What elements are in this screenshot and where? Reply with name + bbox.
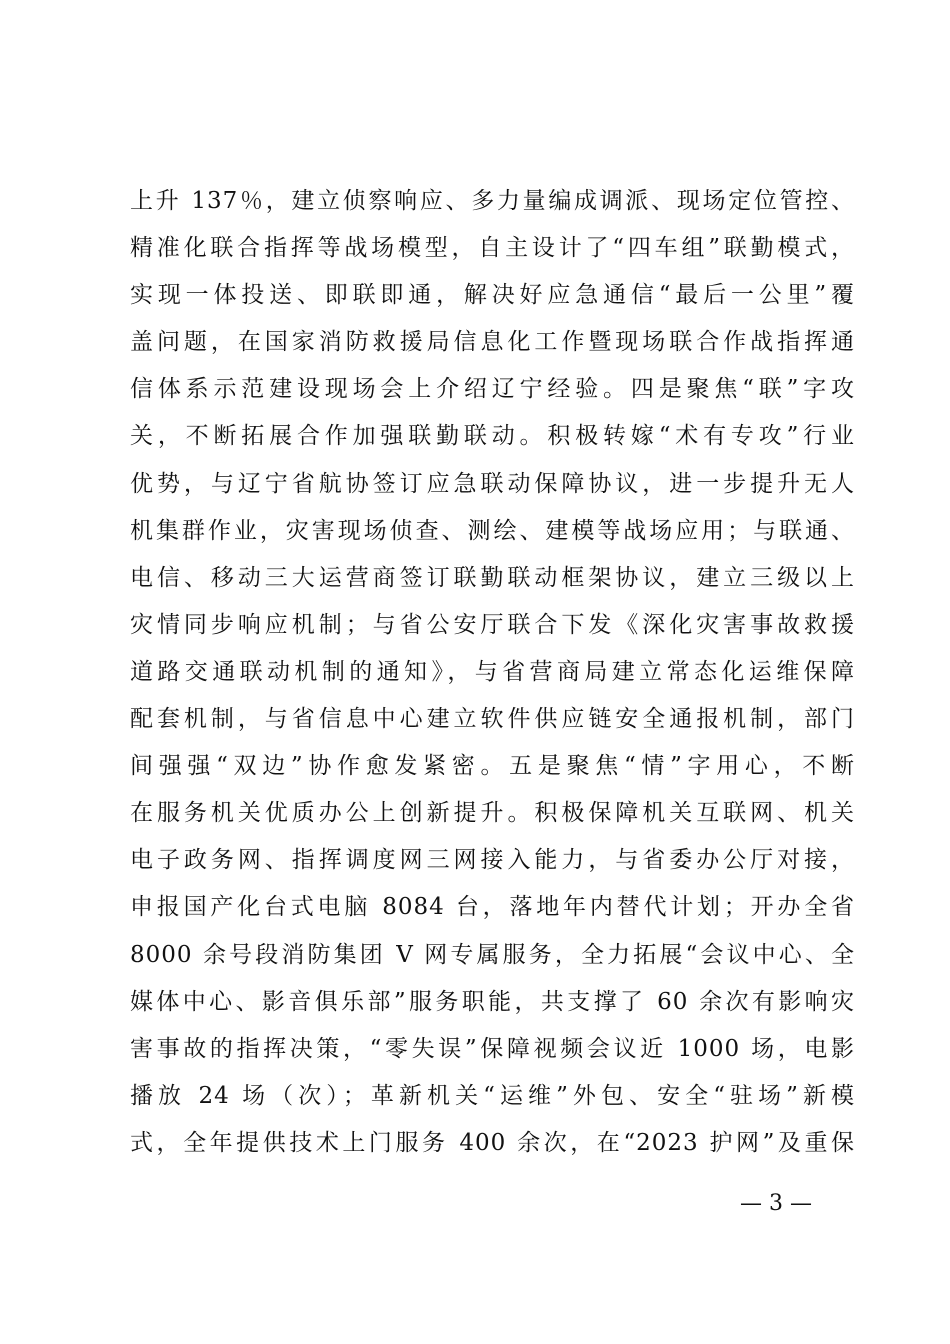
text-line-6: 关，不断拓展合作加强联勤联动。积极转嫁“术有专攻”行业 (130, 423, 855, 450)
text-line-8: 机集群作业，灾害现场侦查、测绘、建模等战场应用；与联通、 (130, 517, 855, 544)
page-number: — 3 — (740, 1191, 812, 1216)
text-line-15: 电子政务网、指挥调度网三网接入能力，与省委办公厅对接， (130, 847, 855, 874)
text-line-4: 盖问题，在国家消防救援局信息化工作暨现场联合作战指挥通 (130, 329, 855, 356)
text-line-9: 电信、移动三大运营商签订联勤联动框架协议，建立三级以上 (130, 564, 855, 591)
text-line-13: 间强强“双边”协作愈发紧密。五是聚焦“情”字用心，不断 (130, 753, 855, 780)
body-paragraph (130, 178, 855, 1167)
text-line-12: 配套机制，与省信息中心建立软件供应链安全通报机制，部门 (130, 706, 855, 733)
text-line-20: 播放 24 场（次）；革新机关“运维”外包、安全“驻场”新模 (130, 1082, 855, 1109)
text-line-18: 媒体中心、影音俱乐部”服务职能，共支撑了 60 余次有影响灾 (130, 988, 855, 1015)
text-line-16: 申报国产化台式电脑 8084 台，落地年内替代计划；开办全省 (130, 894, 855, 921)
text-line-2: 精准化联合指挥等战场模型，自主设计了“四车组”联勤模式， (130, 235, 855, 262)
text-line-7: 优势，与辽宁省航协签订应急联动保障协议，进一步提升无人 (130, 470, 855, 497)
text-line-11: 道路交通联动机制的通知》，与省营商局建立常态化运维保障 (130, 658, 855, 685)
text-line-17: 8000 余号段消防集团 V 网专属服务，全力拓展“会议中心、全 (130, 941, 855, 968)
text-line-1: 上升 137％，建立侦察响应、多力量编成调派、现场定位管控、 (130, 188, 855, 214)
text-line-21: 式，全年提供技术上门服务 400 余次，在“2023 护网”及重保 (130, 1129, 855, 1156)
text-line-14: 在服务机关优质办公上创新提升。积极保障机关互联网、机关 (130, 800, 855, 827)
text-line-3: 实现一体投送、即联即通，解决好应急通信“最后一公里”覆 (130, 282, 855, 309)
text-line-5: 信体系示范建设现场会上介绍辽宁经验。四是聚焦“联”字攻 (130, 376, 855, 403)
text-line-19: 害事故的指挥决策，“零失误”保障视频会议近 1000 场，电影 (130, 1035, 855, 1062)
text-line-10: 灾情同步响应机制；与省公安厅联合下发《深化灾害事故救援 (130, 611, 855, 638)
